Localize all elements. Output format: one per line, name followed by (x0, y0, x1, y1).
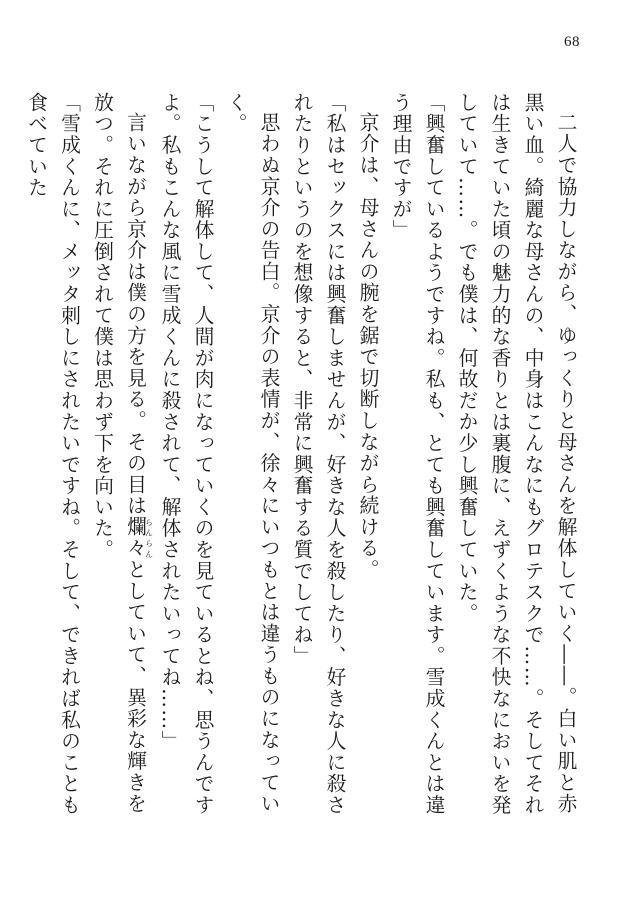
page-number: 68 (564, 34, 580, 50)
ruby-annotation (123, 516, 154, 559)
dialogue-paragraph: 「こうして解体して、人間が肉になっていくのを見ているとね、思うんですよ。私もこんな風に雪成くんに殺されて、解体されたいってね……」 (158, 92, 214, 816)
ruby-base: 爛々 (123, 516, 147, 559)
dialogue-paragraph: 「雪成くんに、メッタ刺しにされたいですね。そして、できれば私のことも食べていた (24, 92, 81, 816)
text-segment: としていて、異彩な輝きを放つ。それに圧倒されて僕は思わず下を向いた。 (90, 92, 147, 815)
narration-paragraph: 思わぬ京介の告白。京介の表情が、徐々にいつもとは違うものになっていく。 (224, 92, 280, 815)
dialogue-paragraph: 「私はセックスには興奮しませんが、好きな人を殺したり、好きな人に殺されたりというのを想像すると、非常に興奮する質でしてね」 (290, 92, 346, 816)
ruby-reading: らんらん (144, 516, 154, 559)
narration-paragraph: 京介は、母さんの腕を鋸で切断しながら続ける。 (356, 111, 379, 581)
text-segment: 言いながら京介は僕の方を見る。その目は (123, 111, 147, 517)
dialogue-paragraph: 「興奮しているようですね。私も、とても興奮しています。雪成くんとは違う理由ですが」 (389, 92, 445, 816)
narration-paragraph: 二人で協力しながら、ゆっくりと母さんを解体していく――。白い肌と赤黒い血。綺麗な母さんの、中身はこんなにもグロテスクで……。そしてそれは生きていた頃の魅力的な香りとは裏腹に、えずくような不快なにおいを発していて……。でも僕は、何故だか少し興奮していた。 (455, 92, 577, 816)
narration-paragraph-with-ruby (86, 92, 154, 832)
vertical-text-body (24, 92, 582, 832)
